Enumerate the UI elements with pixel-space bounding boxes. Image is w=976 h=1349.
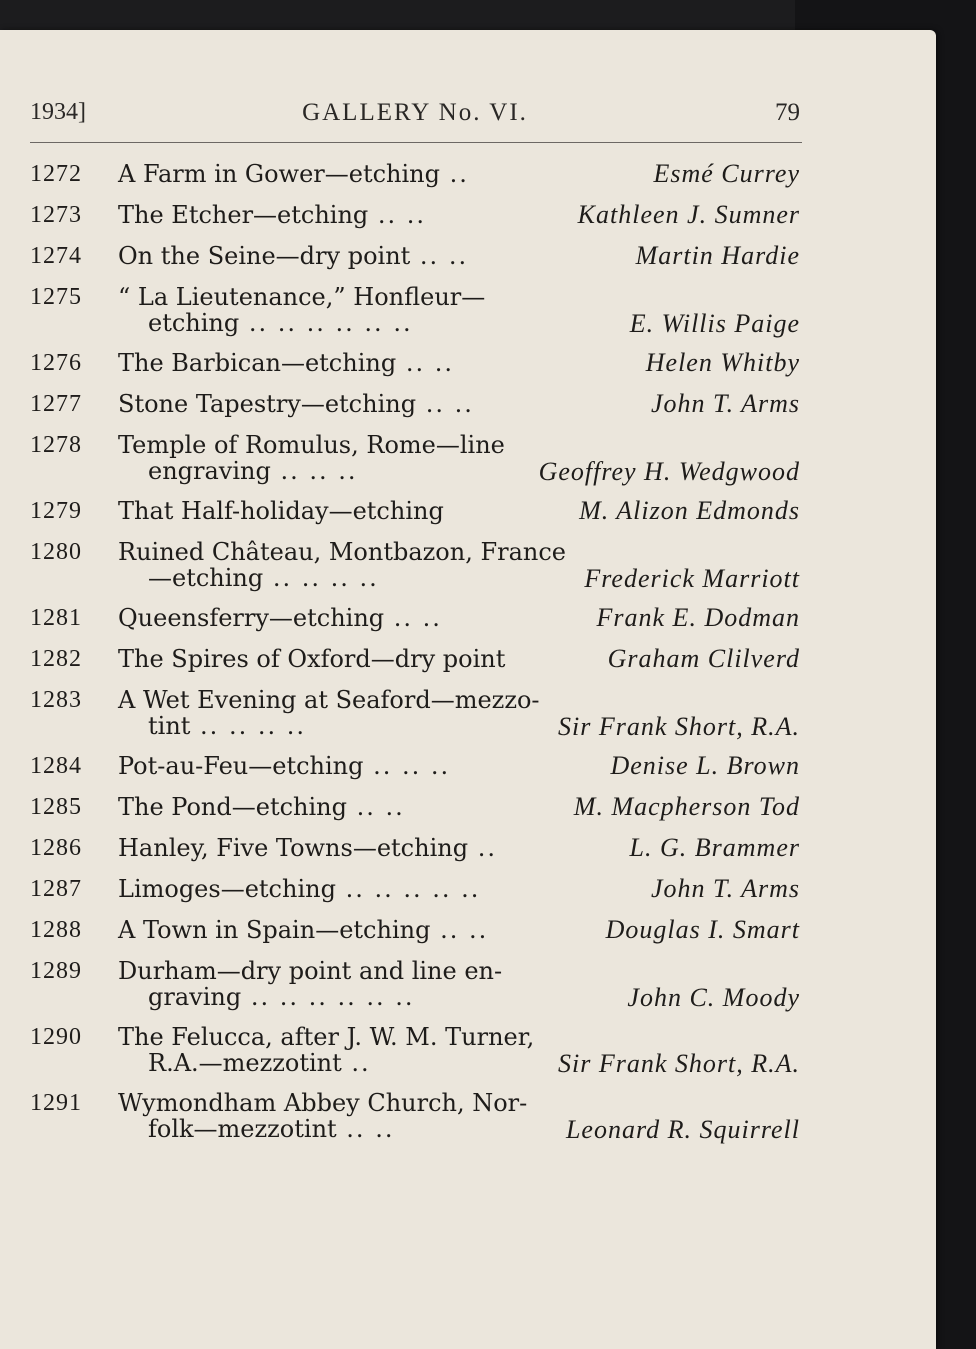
catalogue-entries	[30, 160, 802, 1155]
dot-leader: .. ..	[396, 349, 454, 377]
dot-leader: .. ..	[346, 793, 405, 821]
entry-title-text: “ La Lieutenance,” Honfleur—	[118, 283, 486, 311]
entry-number: 1277	[30, 391, 82, 417]
entry-title-text: Stone Tapestry—etching	[118, 390, 417, 418]
entry-artist: Helen Whitby	[645, 348, 800, 377]
catalogue-entry	[30, 916, 802, 944]
page-title: GALLERY No. VI.	[302, 99, 528, 126]
dot-leader: .. ..	[430, 916, 489, 944]
catalogue-entry	[30, 283, 802, 336]
dot-leader: .. .. ..	[270, 457, 358, 485]
entry-artist: Sir Frank Short, R.A.	[558, 1049, 800, 1078]
entry-title-text: The Etcher—etching	[118, 201, 369, 229]
entry-artist: John C. Moody	[627, 983, 800, 1012]
dot-leader: .. .. ..	[363, 752, 451, 780]
entry-title	[118, 538, 802, 566]
catalogue-entry	[30, 875, 802, 903]
entry-artist: John T. Arms	[651, 874, 800, 903]
entry-number: 1291	[30, 1090, 82, 1116]
entry-title-text: Limoges—etching	[118, 875, 336, 903]
catalogue-entry	[30, 752, 802, 780]
entry-number: 1288	[30, 917, 82, 943]
entry-title	[118, 283, 802, 311]
entry-title-text: Ruined Château, Montbazon, France	[118, 538, 566, 566]
entry-title	[118, 686, 802, 714]
entry-number: 1275	[30, 284, 82, 310]
catalogue-entry	[30, 390, 802, 418]
header-year: 1934]	[30, 99, 86, 125]
catalogue-entry	[30, 686, 802, 739]
entry-artist: Frank E. Dodman	[596, 603, 800, 632]
catalogue-entry	[30, 957, 802, 1010]
catalogue-entry	[30, 538, 802, 591]
entry-title-text: —etching	[148, 564, 264, 592]
entry-title-text: A Farm in Gower—etching	[118, 160, 440, 188]
entry-title	[118, 431, 802, 459]
entry-title-text: graving	[148, 983, 242, 1011]
entry-artist: M. Alizon Edmonds	[579, 496, 800, 525]
entry-number: 1290	[30, 1024, 82, 1050]
entry-title	[118, 752, 802, 780]
entry-title-text: The Felucca, after J. W. M. Turner,	[118, 1023, 535, 1051]
entry-title	[118, 834, 802, 862]
entry-artist: Geoffrey H. Wedgwood	[538, 457, 800, 486]
catalogue-entry	[30, 604, 802, 632]
entry-artist: Frederick Marriott	[584, 564, 800, 593]
catalogue-entry	[30, 834, 802, 862]
entry-title-text: engraving	[148, 457, 271, 485]
entry-artist: Martin Hardie	[635, 241, 800, 270]
entry-title-continuation	[118, 459, 802, 484]
entry-title-continuation	[118, 714, 802, 739]
entry-number: 1272	[30, 161, 82, 187]
entry-title-text: Pot-au-Feu—etching	[118, 752, 364, 780]
catalogue-entry	[30, 1023, 802, 1076]
dot-leader: .. ..	[368, 201, 427, 229]
dot-leader: .. .. .. ..	[190, 712, 306, 740]
dot-leader: .. ..	[416, 390, 474, 418]
entry-title-continuation	[118, 1051, 802, 1076]
dot-leader: .. .. .. .. ..	[335, 875, 481, 903]
entry-number: 1281	[30, 605, 82, 631]
catalogue-entry	[30, 349, 802, 377]
entry-number: 1278	[30, 432, 82, 458]
entry-title	[118, 497, 802, 525]
entry-number: 1284	[30, 753, 82, 779]
page-header	[30, 95, 800, 135]
entry-artist: Leonard R. Squirrell	[565, 1115, 800, 1144]
entry-number: 1279	[30, 498, 82, 524]
page-number: 79	[775, 99, 800, 126]
entry-title-text: That Half-holiday—etching	[118, 497, 444, 525]
dot-leader: .. .. .. ..	[263, 564, 379, 592]
entry-title	[118, 604, 802, 632]
entry-title	[118, 793, 802, 821]
entry-number: 1274	[30, 243, 82, 269]
catalogue-entry	[30, 160, 802, 188]
entry-title	[118, 1023, 802, 1051]
entry-title	[118, 242, 802, 270]
dot-leader: .. ..	[336, 1115, 395, 1143]
entry-title	[118, 916, 802, 944]
entry-artist: Denise L. Brown	[610, 751, 800, 780]
entry-title	[118, 875, 802, 903]
entry-title-text: R.A.—mezzotint	[148, 1049, 342, 1077]
entry-title-text: A Wet Evening at Seaford—mezzo-	[118, 686, 540, 714]
entry-title-text: Temple of Romulus, Rome—line	[118, 431, 505, 459]
entry-title-text: Wymondham Abbey Church, Nor-	[118, 1089, 528, 1117]
entry-title-continuation	[118, 985, 802, 1010]
entry-title-text: On the Seine—dry point	[118, 242, 411, 270]
entry-number: 1276	[30, 350, 82, 376]
entry-title-text: Queensferry—etching	[118, 604, 385, 632]
entry-artist: John T. Arms	[651, 389, 800, 418]
entry-title-text: folk—mezzotint	[148, 1115, 337, 1143]
dot-leader: .. .. .. .. .. ..	[239, 309, 413, 337]
entry-title-text: Durham—dry point and line en-	[118, 957, 503, 985]
entry-artist: Esmé Currey	[653, 159, 800, 188]
entry-artist: Kathleen J. Sumner	[577, 200, 800, 229]
entry-artist: Sir Frank Short, R.A.	[558, 712, 800, 741]
entry-artist: L. G. Brammer	[629, 833, 800, 862]
entry-title-text: The Barbican—etching	[118, 349, 397, 377]
entry-number: 1283	[30, 687, 82, 713]
entry-title	[118, 349, 802, 377]
entry-title-continuation	[118, 1117, 802, 1142]
entry-title-text: tint	[148, 712, 191, 740]
entry-number: 1280	[30, 539, 82, 565]
entry-artist: Douglas I. Smart	[605, 915, 800, 944]
dot-leader: ..	[440, 160, 469, 188]
catalogue-entry	[30, 431, 802, 484]
entry-number: 1285	[30, 794, 82, 820]
dot-leader: .. ..	[384, 604, 442, 632]
catalogue-entry	[30, 497, 802, 525]
dot-leader: .. ..	[410, 242, 469, 270]
entry-title-text: The Spires of Oxford—dry point	[118, 645, 506, 673]
header-rule	[30, 142, 802, 143]
catalogue-entry	[30, 1089, 802, 1142]
dot-leader: .. .. .. .. .. ..	[241, 983, 415, 1011]
entry-number: 1287	[30, 876, 82, 902]
entry-title-continuation	[118, 311, 802, 336]
entry-artist: E. Willis Paige	[629, 309, 800, 338]
entry-title	[118, 1089, 802, 1117]
entry-number: 1289	[30, 958, 82, 984]
entry-title-text: A Town in Spain—etching	[118, 916, 431, 944]
catalogue-entry	[30, 645, 802, 673]
entry-title-text: The Pond—etching	[118, 793, 347, 821]
entry-number: 1282	[30, 646, 82, 672]
entry-title-continuation	[118, 566, 802, 591]
entry-title	[118, 645, 802, 673]
dot-leader: ..	[468, 834, 497, 862]
entry-title	[118, 957, 802, 985]
catalogue-entry	[30, 793, 802, 821]
catalogue-entry	[30, 242, 802, 270]
entry-title	[118, 160, 802, 188]
entry-title	[118, 201, 802, 229]
entry-artist: M. Macpherson Tod	[573, 792, 800, 821]
entry-title-text: etching	[148, 309, 240, 337]
entry-title	[118, 390, 802, 418]
entry-title-text: Hanley, Five Towns—etching	[118, 834, 469, 862]
entry-artist: Graham Clilverd	[607, 644, 800, 673]
dot-leader: ..	[341, 1049, 371, 1077]
catalogue-entry	[30, 201, 802, 229]
entry-number: 1286	[30, 835, 82, 861]
entry-number: 1273	[30, 202, 82, 228]
